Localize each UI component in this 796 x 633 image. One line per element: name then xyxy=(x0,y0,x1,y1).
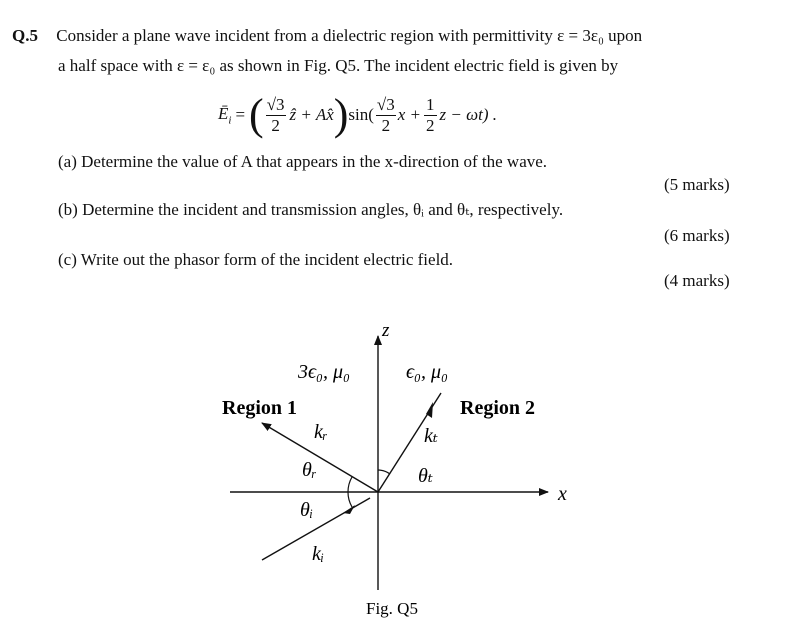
part-a-text: (a) Determine the value of A that appears in the x-direction of the wave. xyxy=(58,152,548,171)
eq-frac1: $\frac{√3}{2}$ xyxy=(266,94,285,135)
part-b-text: (b) Determine the incident and transmission angles, θᵢ and θₜ, respectively. xyxy=(58,200,564,219)
question-number: Q.5 xyxy=(12,26,38,45)
eq-equals: = xyxy=(235,105,246,124)
theta-i-label: θᵢ xyxy=(300,499,313,521)
region1-label: Region 1 xyxy=(222,397,297,419)
x-label: x xyxy=(558,483,567,505)
ki-label: kᵢ xyxy=(312,543,325,565)
kr-label: kᵣ xyxy=(314,421,328,443)
eq-sin: sin( xyxy=(348,105,374,124)
kt-label: kₜ xyxy=(424,425,438,447)
eq-frac3: $\frac{1}{2}$ xyxy=(426,94,435,135)
part-b-marks: (6 marks) xyxy=(664,226,730,245)
question-intro-text: Consider a plane wave incident from a dielectric region with permittivity ε = 3ε₀ upon xyxy=(56,26,643,45)
theta-r-label: θᵣ xyxy=(302,459,317,481)
angle-arc-t xyxy=(378,470,390,474)
part-c-marks: (4 marks) xyxy=(664,271,730,290)
eq-lhs: $Ē_i$ xyxy=(218,103,232,127)
right-medium-label: ϵ₀, μ₀ xyxy=(406,361,449,383)
z-label: z xyxy=(382,320,390,341)
right-paren: ) xyxy=(333,90,349,139)
question-intro-line2: a half space with ε = ε₀ as shown in Fig. Q5. The incident electric field is given by xyxy=(58,56,619,75)
eq-z-term: z − ωt) . xyxy=(439,105,498,124)
left-paren: ( xyxy=(249,90,264,139)
theta-t-label: θₜ xyxy=(418,465,433,487)
region2-label: Region 2 xyxy=(460,397,535,419)
eq-frac2: $\frac{√3}{2}$ xyxy=(376,94,395,135)
part-c-text: (c) Write out the phasor form of the incident electric field. xyxy=(58,250,454,269)
left-medium-label: 3ϵ₀, μ₀ xyxy=(298,361,351,383)
incident-arrowhead xyxy=(343,505,355,514)
eq-x-term: x + xyxy=(397,105,422,124)
eq-term1: ẑ + Ax̂ xyxy=(289,105,334,124)
part-a-marks: (5 marks) xyxy=(664,175,730,194)
figure-caption: Fig. Q5 xyxy=(366,599,418,618)
